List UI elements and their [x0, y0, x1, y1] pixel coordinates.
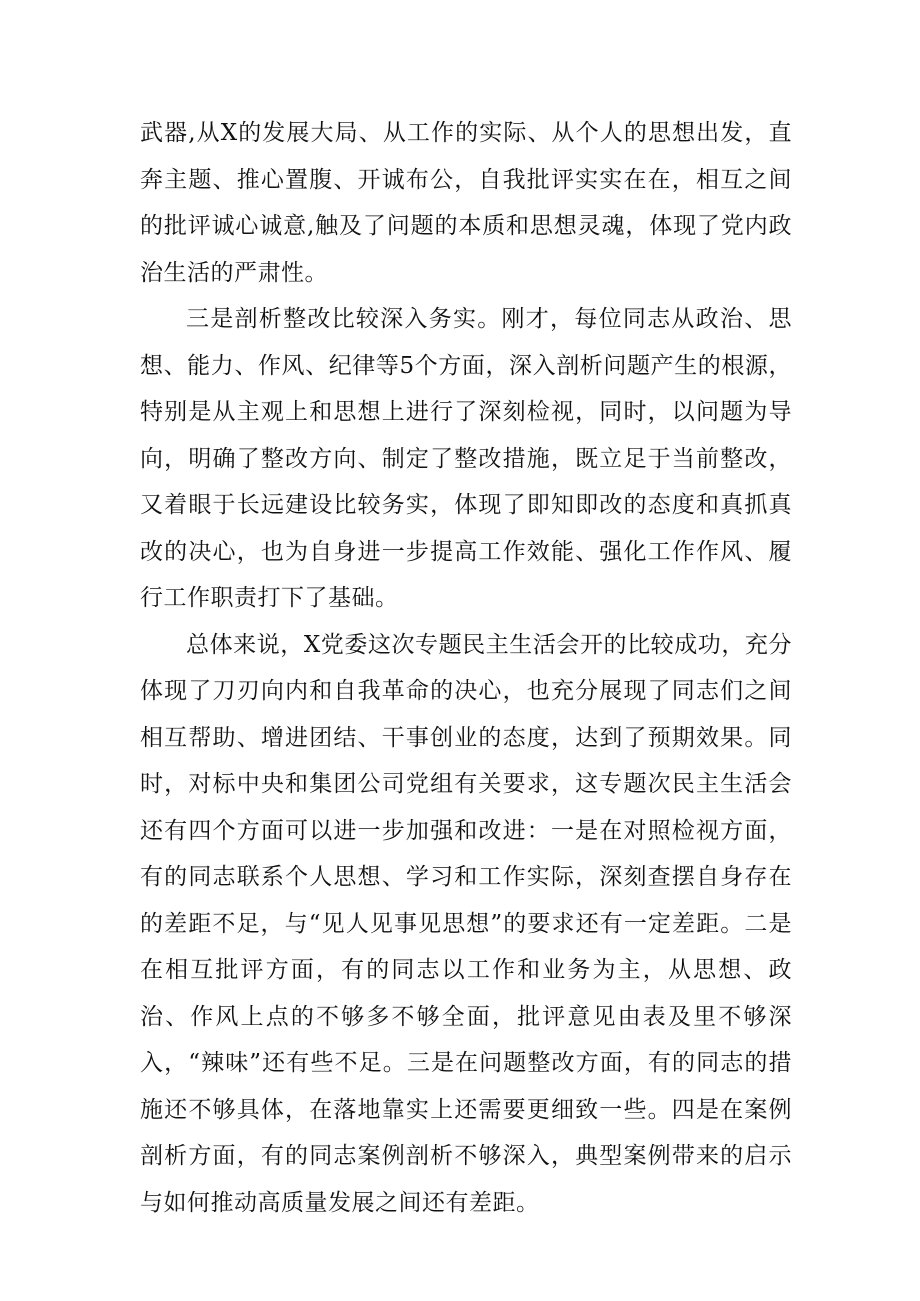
document-body [140, 110, 792, 1226]
paragraph-continuation: 武器,从X的发展大局、从工作的实际、从个人的思想出发，直奔主题、推心置腹、开诚布公，自我批评实实在在，相互之间的批评诚心诚意,触及了问题的本质和思想灵魂，体现了党内政治生活的严肃性。 [140, 120, 792, 286]
paragraph-analysis-rectification: 三是剖析整改比较深入务实。刚才，每位同志从政治、思想、能力、作风、纪律等5个方面，深入剖析问题产生的根源，特别是从主观上和思想上进行了深刻检视，同时，以问题为导向，明确了整改方向、制定了整改措施，既立足于当前整改，又着眼于长远建设比较务实，体现了即知即改的态度和真抓真改的决心，也为自身进一步提高工作效能、强化工作作风、履行工作职责打下了基础。 [140, 306, 792, 611]
paragraph-summary: 总体来说，X党委这次专题民主生活会开的比较成功，充分体现了刀刃向内和自我革命的决心，也充分展现了同志们之间相互帮助、增进团结、干事创业的态度，达到了预期效果。同时，对标中央和集团公司党组有关要求，这专题次民主生活会还有四个方面可以进一步加强和改进：一是在对照检视方面，有的同志联系个人思想、学习和工作实际，深刻查摆自身存在的差距不足，与“见人见事见思想”的要求还有一定差距。二是在相互批评方面，有的同志以工作和业务为主，从思想、政治、作风上点的不够多不够全面，批评意见由表及里不够深入，“辣味”还有些不足。三是在问题整改方面，有的同志的措施还不够具体，在落地靠实上还需要更细致一些。四是在案例剖析方面，有的同志案例剖析不够深入，典型案例带来的启示与如何推动高质量发展之间还有差距。 [140, 631, 792, 1216]
